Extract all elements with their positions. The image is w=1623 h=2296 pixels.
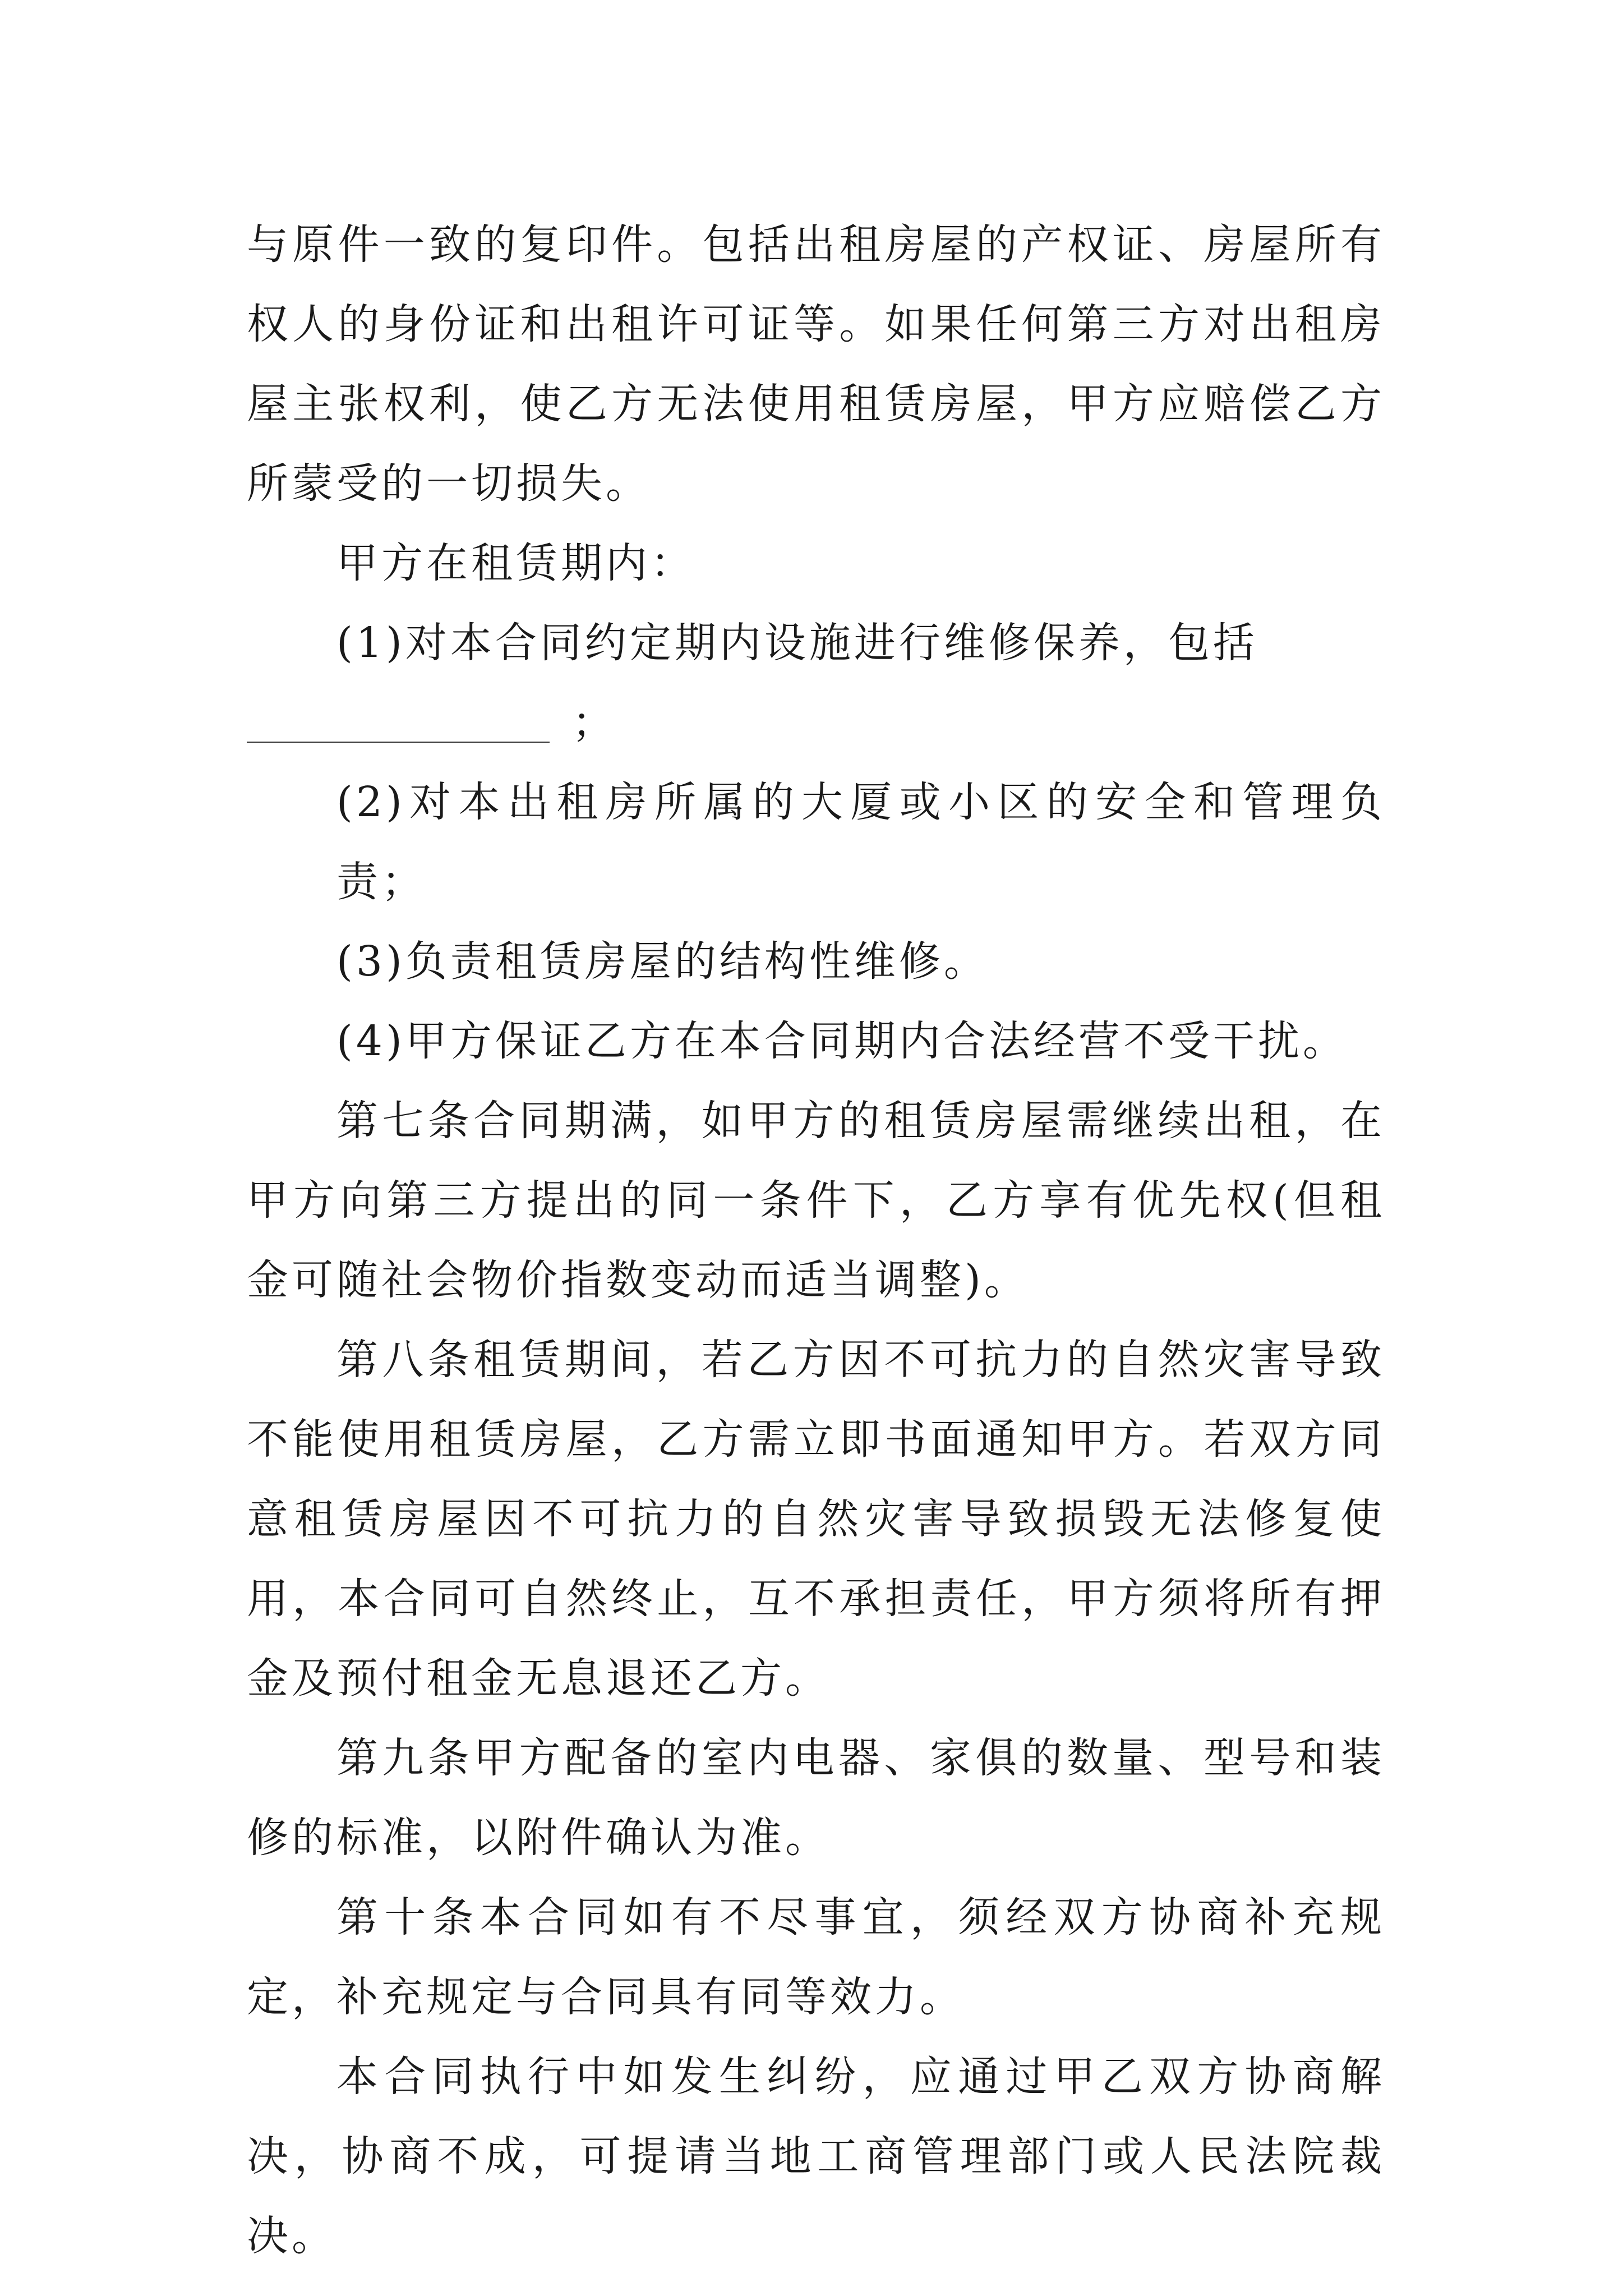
list-item-maintenance: (1)对本合同约定期内设施进行维修保养，包括 (336, 619, 1258, 667)
list-item-security: (2)对本出租房所属的大厦或小区的安全和管理负责； (336, 778, 1385, 906)
list-item-legal-operation: (4)甲方保证乙方在本合同期内合法经营不受干扰。 (336, 1017, 1348, 1065)
paragraph-article-7: 第七条合同期满，如甲方的租赁房屋需继续出租，在甲方向第三方提出的同一条件下，乙方享有优先权(但租金可随社会物价指数变动而适当调整)。 (247, 1097, 1385, 1304)
paragraph-article-10: 第十条本合同如有不尽事宜，须经双方协商补充规定，补充规定与合同具有同等效力。 (247, 1893, 1385, 2021)
paragraph-article-8: 第八条租赁期间，若乙方因不可抗力的自然灾害导致不能使用租赁房屋，乙方需立即书面通知甲方。若双方同意租赁房屋因不可抗力的自然灾害导致损毁无法修复使用，本合同可自然终止，互不承担责任，甲方须将所有押金及预付租金无息退还乙方。 (247, 1336, 1385, 1703)
list-item-structural-repair: (3)负责租赁房屋的结构性维修。 (336, 937, 989, 986)
fill-in-blank-line (247, 683, 1385, 762)
paragraph-lessor-duties-heading: 甲方在租赁期内： (336, 539, 695, 587)
paragraph-original-documents: 与原件一致的复印件。包括出租房屋的产权证、房屋所有权人的身份证和出租许可证等。如果任何第三方对出租房屋主张权利，使乙方无法使用租赁房屋，甲方应赔偿乙方所蒙受的一切损失。 (247, 220, 1385, 508)
blank-semicolon: ； (572, 698, 617, 747)
blank-underline (247, 742, 550, 743)
contract-body (247, 205, 1385, 2276)
paragraph-article-9: 第九条甲方配备的室内电器、家俱的数量、型号和装修的标准，以附件确认为准。 (247, 1734, 1385, 1862)
paragraph-dispute-resolution: 本合同执行中如发生纠纷，应通过甲乙双方协商解决，协商不成，可提请当地工商管理部门或人民法院裁决。 (247, 2053, 1385, 2260)
